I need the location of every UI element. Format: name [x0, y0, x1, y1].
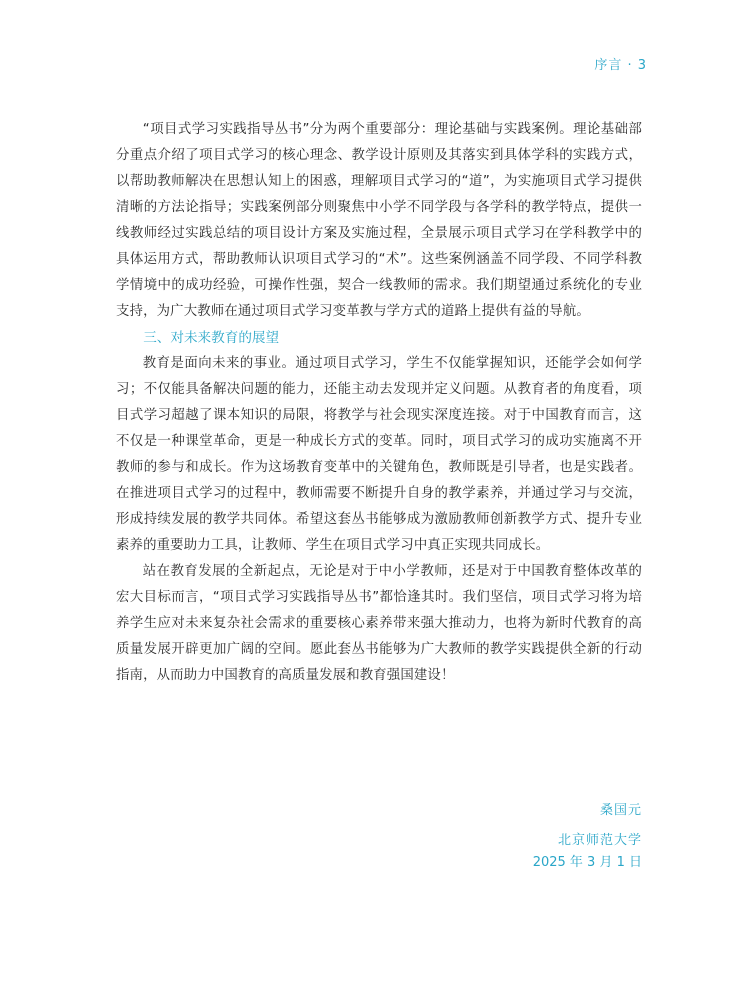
paragraph-future-outlook: 教育是面向未来的事业。通过项目式学习，学生不仅能掌握知识，还能学会如何学习；不仅能具备解决问题的能力，还能主动去发现并定义问题。从教育者的角度看，项目式学习超越了课本知识的局限，将教学与社会现实深度连接。对于中国教育而言，这不仅是一种课堂革命，更是一种成长方式的变革。同时，项目式学习的成功实施离不开教师的参与和成长。作为这场教育变革中的关键角色，教师既是引导者，也是实践者。在推进项目式学习的过程中，教师需要不断提升自身的教学素养，并通过学习与交流，形成持续发展的教学共同体。希望这套丛书能够成为激励教师创新教学方式、提升专业素养的重要助力工具，让教师、学生在项目式学习中真正实现共同成长。 [116, 356, 642, 553]
section-heading: 三、对未来教育的展望 [143, 330, 280, 346]
signature-block [533, 800, 642, 874]
author-organization: 北京师范大学 [557, 833, 642, 848]
page-body [116, 117, 642, 689]
running-header: 序言 · 3 [594, 58, 647, 73]
paragraph-series-overview: “项目式学习实践指导丛书”分为两个重要部分：理论基础与实践案例。理论基础部分重点介绍了项目式学习的核心理念、教学设计原则及其落实到具体学科的实践方式，以帮助教师解决在思想认知上的困惑，理解项目式学习的“道”，为实施项目式学习提供清晰的方法论指导；实践案例部分则聚焦中小学不同学段与各学科的教学特点，提供一线教师经过实践总结的项目设计方案及实施过程，全景展示项目式学习在学科教学中的具体运用方式，帮助教师认识项目式学习的“术”。这些案例涵盖不同学段、不同学科教学情境中的成功经验，可操作性强，契合一线教师的需求。我们期望通过系统化的专业支持，为广大教师在通过项目式学习变革教与学方式的道路上提供有益的导航。 [116, 122, 642, 319]
author-name: 桑国元 [599, 803, 642, 818]
paragraph-conclusion: 站在教育发展的全新起点，无论是对于中小学教师，还是对于中国教育整体改革的宏大目标而言，“项目式学习实践指导丛书”都恰逢其时。我们坚信，项目式学习将为培养学生应对未来复杂社会需求的重要核心素养带来强大推动力，也将为新时代教育的高质量发展开辟更加广阔的空间。愿此套丛书能够为广大教师的教学实践提供全新的行动指南，从而助力中国教育的高质量发展和教育强国建设！ [116, 564, 642, 683]
signature-date: 2025 年 3 月 1 日 [532, 855, 642, 870]
